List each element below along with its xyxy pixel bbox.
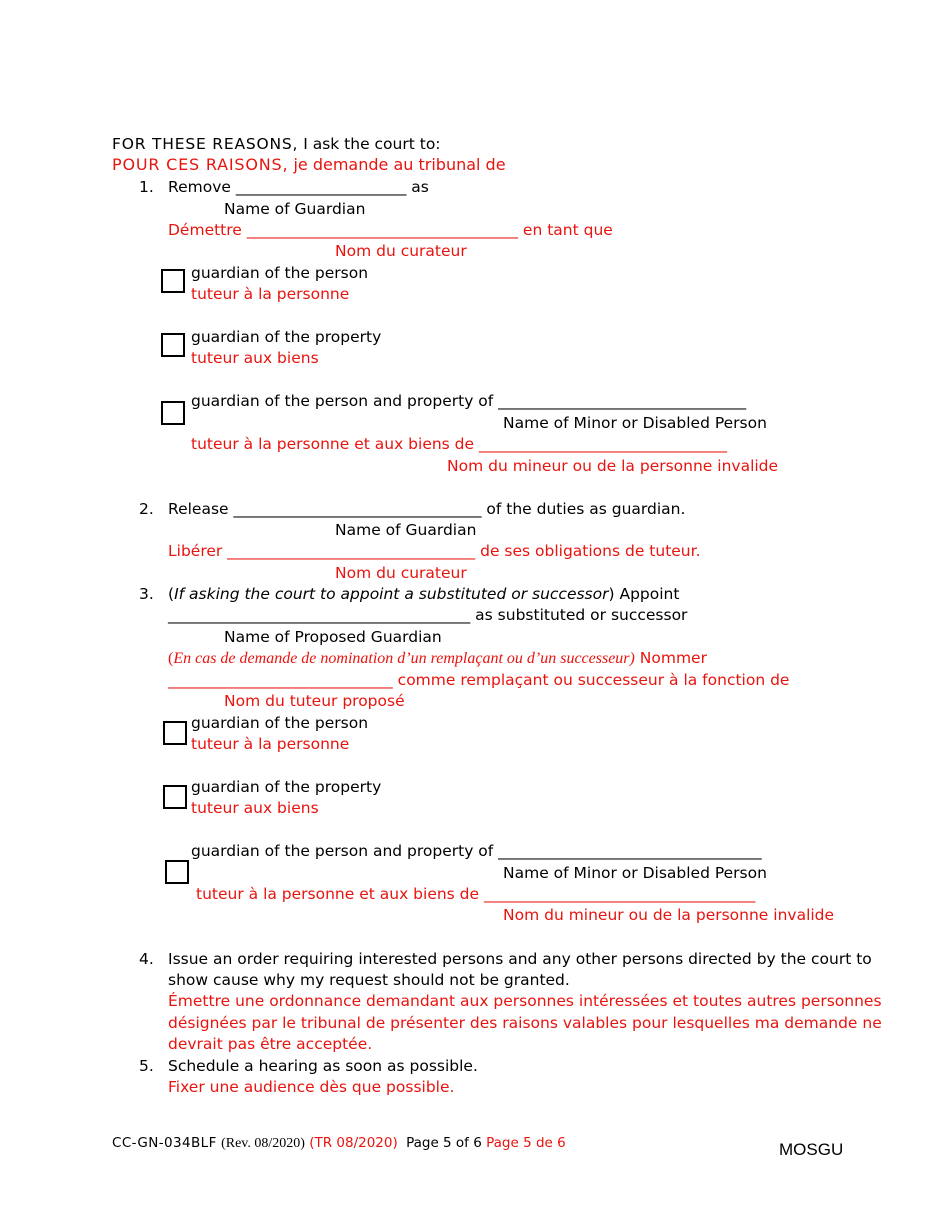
item3-number: 3. bbox=[139, 585, 154, 603]
item3-property-checkbox[interactable] bbox=[163, 785, 187, 809]
item3-nommer-condition: En cas de demande de nomination d’un remplaçant ou d’un successeur) bbox=[173, 650, 635, 667]
item4-english-line1: Issue an order requiring interested persons and any other persons directed by the court to bbox=[168, 950, 872, 968]
item1-minor-caption: Name of Minor or Disabled Person bbox=[503, 414, 767, 432]
item2-number: 2. bbox=[139, 500, 154, 518]
item1-mineur-caption: Nom du mineur ou de la personne invalide bbox=[447, 457, 779, 475]
item3-appoint-condition: If asking the court to appoint a substituted or successor bbox=[174, 585, 609, 603]
item3-appoint-line: _______________________________________ as substituted or successor bbox=[168, 606, 688, 624]
item3-appoint-intro: (If asking the court to appoint a substituted or successor) Appoint bbox=[168, 585, 680, 603]
item1-property-label-fr: tuteur aux biens bbox=[191, 349, 319, 367]
item3-person-label: guardian of the person bbox=[191, 714, 369, 732]
item2-curateur-caption: Nom du curateur bbox=[335, 564, 467, 582]
item3-mineur-caption: Nom du mineur ou de la personne invalide bbox=[503, 906, 835, 924]
footer-page-fr: Page 5 de 6 bbox=[486, 1135, 566, 1151]
item3-both-checkbox[interactable] bbox=[165, 860, 189, 884]
item4-french-line2: désignées par le tribunal de présenter des raisons valables pour lesquelles ma demande ne bbox=[168, 1014, 882, 1032]
item3-person-checkbox[interactable] bbox=[163, 721, 187, 745]
item4-french-line3: devrait pas être acceptée. bbox=[168, 1035, 373, 1053]
item1-property-checkbox[interactable] bbox=[161, 333, 185, 357]
item4-french-line1: Émettre une ordonnance demandant aux personnes intéressées et toutes autres personnes bbox=[168, 992, 882, 1010]
intro-english bbox=[112, 134, 441, 155]
intro-french-rest: je demande au tribunal de bbox=[288, 155, 506, 174]
item1-remove-line: Remove ______________________ as bbox=[168, 178, 429, 196]
intro-french bbox=[112, 154, 506, 175]
footer-form-info bbox=[112, 1133, 566, 1154]
item3-nommer-intro: (En cas de demande de nomination d’un remplaçant ou d’un successeur) Nommer bbox=[168, 649, 707, 667]
item3-propose-caption: Nom du tuteur proposé bbox=[224, 692, 405, 710]
intro-english-rest: I ask the court to: bbox=[298, 135, 441, 153]
intro-english-bold: FOR THESE REASONS, bbox=[112, 135, 299, 153]
item1-curateur-caption: Nom du curateur bbox=[335, 242, 467, 260]
item1-property-label: guardian of the property bbox=[191, 328, 382, 346]
item1-person-label: guardian of the person bbox=[191, 264, 369, 282]
footer-translation-rev: (TR 08/2020) bbox=[309, 1135, 398, 1151]
item3-person-label-fr: tuteur à la personne bbox=[191, 735, 350, 753]
item5-english: Schedule a hearing as soon as possible. bbox=[168, 1057, 478, 1075]
item4-english-line2: show cause why my request should not be granted. bbox=[168, 971, 570, 989]
item1-guardian-caption: Name of Guardian bbox=[224, 200, 366, 218]
item3-nommer-verb: Nommer bbox=[634, 649, 707, 667]
item3-both-label-fr: tuteur à la personne et aux biens de ___________________________________ bbox=[196, 885, 756, 903]
footer-revision: (Rev. 08/2020) bbox=[221, 1136, 305, 1151]
item1-person-label-fr: tuteur à la personne bbox=[191, 285, 350, 303]
item3-property-label-fr: tuteur aux biens bbox=[191, 799, 319, 817]
item1-person-checkbox[interactable] bbox=[161, 269, 185, 293]
item3-proposed-caption: Name of Proposed Guardian bbox=[224, 628, 442, 646]
item2-liberer-line: Libérer ________________________________ de ses obligations de tuteur. bbox=[168, 542, 701, 560]
item3-nommer-line: _____________________________ comme remplaçant ou successeur à la fonction de bbox=[168, 671, 790, 689]
footer-form-code: MOSGU bbox=[779, 1140, 844, 1159]
item2-release-line: Release ________________________________ of the duties as guardian. bbox=[168, 500, 686, 518]
item1-both-label: guardian of the person and property of ________________________________ bbox=[191, 392, 747, 410]
item1-both-checkbox[interactable] bbox=[161, 401, 185, 425]
footer-page-en: Page 5 of 6 bbox=[406, 1135, 482, 1151]
footer-form-id: CC-GN-034BLF bbox=[112, 1135, 217, 1151]
item1-number: 1. bbox=[139, 178, 154, 196]
item3-minor-caption: Name of Minor or Disabled Person bbox=[503, 864, 767, 882]
item2-guardian-caption: Name of Guardian bbox=[335, 521, 477, 539]
item3-appoint-verb: ) Appoint bbox=[608, 585, 680, 603]
item3-property-label: guardian of the property bbox=[191, 778, 382, 796]
item3-both-label: guardian of the person and property of __________________________________ bbox=[191, 842, 762, 860]
intro-french-bold: POUR CES RAISONS, bbox=[112, 155, 289, 174]
item1-both-label-fr: tuteur à la personne et aux biens de ________________________________ bbox=[191, 435, 727, 453]
item4-number: 4. bbox=[139, 950, 154, 968]
item1-demettre-line: Démettre ___________________________________ en tant que bbox=[168, 221, 613, 239]
item5-number: 5. bbox=[139, 1057, 154, 1075]
item5-french: Fixer une audience dès que possible. bbox=[168, 1078, 455, 1096]
